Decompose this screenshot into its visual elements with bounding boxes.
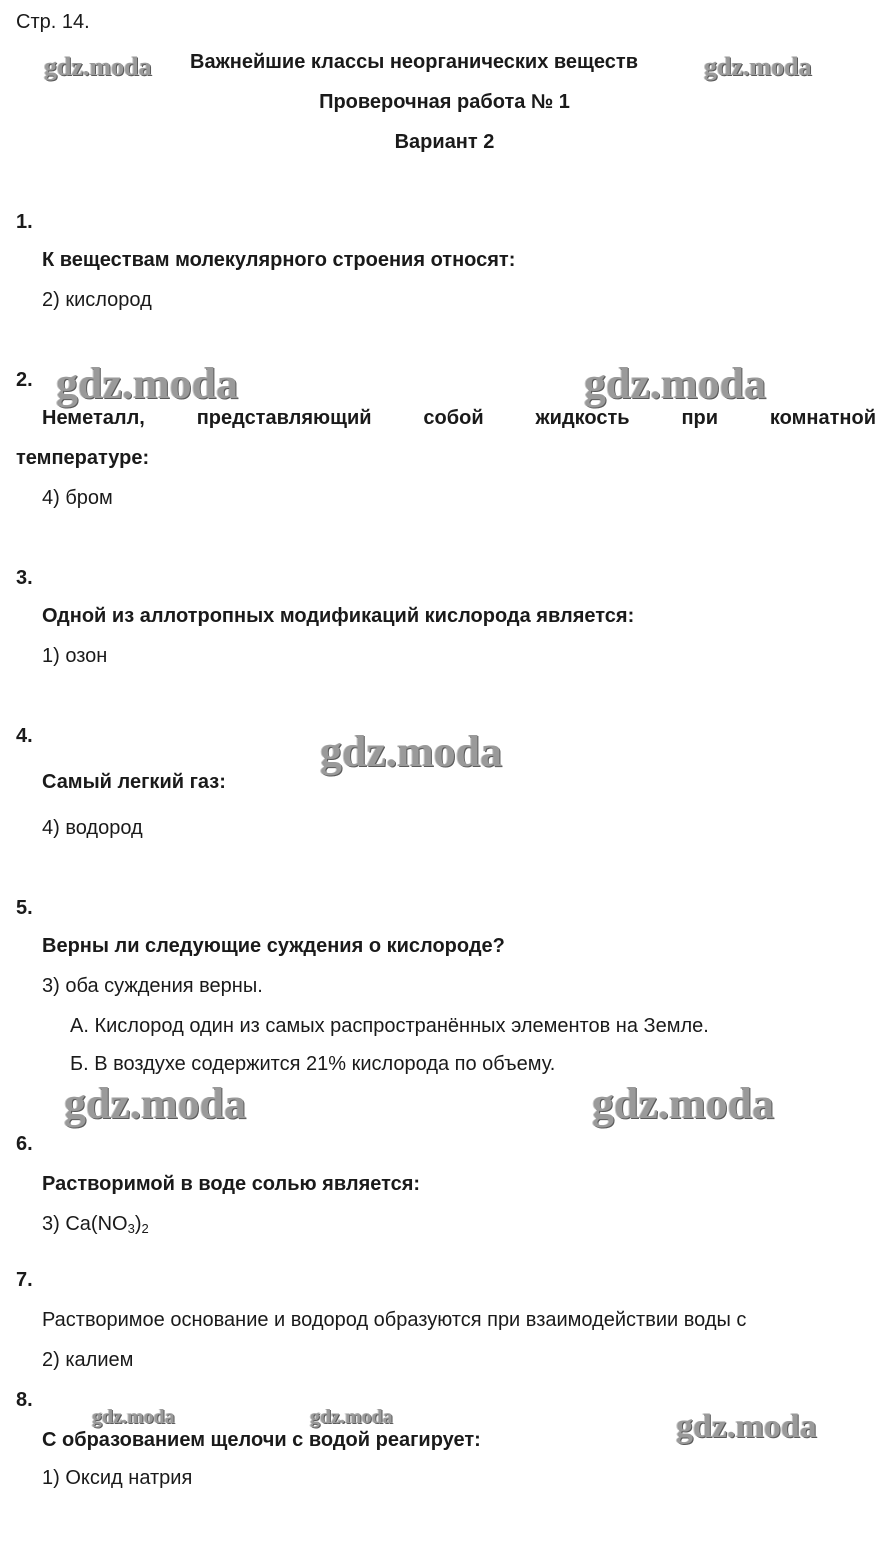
watermark: gdz.moda [592, 1079, 775, 1128]
watermark: gdz.moda [584, 359, 767, 408]
question-number: 8. [16, 1389, 33, 1411]
question-prompt: Одной из аллотропных модификаций кислорода является: [42, 605, 635, 627]
formula-part: 3) Ca(NO [42, 1213, 128, 1235]
question-number: 1. [16, 211, 33, 233]
question-answer: 1) Оксид натрия [42, 1467, 193, 1489]
question-number: 2. [16, 369, 33, 391]
watermark: gdz.moda [320, 727, 503, 776]
question-number: 4. [16, 725, 33, 747]
watermark: gdz.moda [64, 1079, 247, 1128]
document-title: Важнейшие классы неорганических веществ [190, 51, 638, 73]
watermark: gdz.moda [310, 1406, 393, 1428]
question-prompt: Растворимой в воде солью является: [42, 1173, 421, 1195]
question-answer: 1) озон [42, 645, 108, 667]
watermark: gdz.moda [676, 1408, 817, 1445]
question-number: 3. [16, 567, 33, 589]
question-prompt: С образованием щелочи с водой реагирует: [42, 1429, 481, 1451]
question-prompt: Растворимое основание и водород образуются при взаимодействии воды с [42, 1309, 747, 1331]
question-prompt: Верны ли следующие суждения о кислороде? [42, 935, 505, 957]
question-prompt-continued: температуре: [16, 447, 150, 469]
formula-part: ) [134, 1213, 142, 1235]
question-prompt: Самый легкий газ: [42, 771, 226, 793]
question-number: 6. [16, 1133, 33, 1155]
document-subtitle: Проверочная работа № 1 [319, 91, 570, 113]
page-number: Стр. 14. [16, 11, 90, 33]
formula-subscript: 2 [141, 1221, 149, 1236]
question-number: 7. [16, 1269, 33, 1291]
question-answer: 4) водород [42, 817, 143, 839]
question-number: 5. [16, 897, 33, 919]
watermark: gdz.moda [56, 359, 239, 408]
watermark: gdz.moda [44, 52, 152, 81]
question-answer: 2) кислород [42, 289, 152, 311]
watermark: gdz.moda [704, 52, 812, 81]
question-answer: 2) калием [42, 1349, 134, 1371]
question-prompt: К веществам молекулярного строения относят: [42, 249, 516, 271]
judgement-a: А. Кислород один из самых распространённых элементов на Земле. [70, 1015, 709, 1037]
judgement-b: Б. В воздухе содержится 21% кислорода по объему. [70, 1053, 556, 1075]
question-answer [42, 1212, 149, 1236]
variant-label: Вариант 2 [394, 131, 495, 153]
question-answer: 4) бром [42, 487, 113, 509]
formula-subscript: 3 [127, 1221, 135, 1236]
question-prompt: Неметалл, представляющий собой жидкость при комнатной [42, 407, 876, 429]
question-answer: 3) оба суждения верны. [42, 975, 263, 997]
watermark: gdz.moda [92, 1406, 175, 1428]
